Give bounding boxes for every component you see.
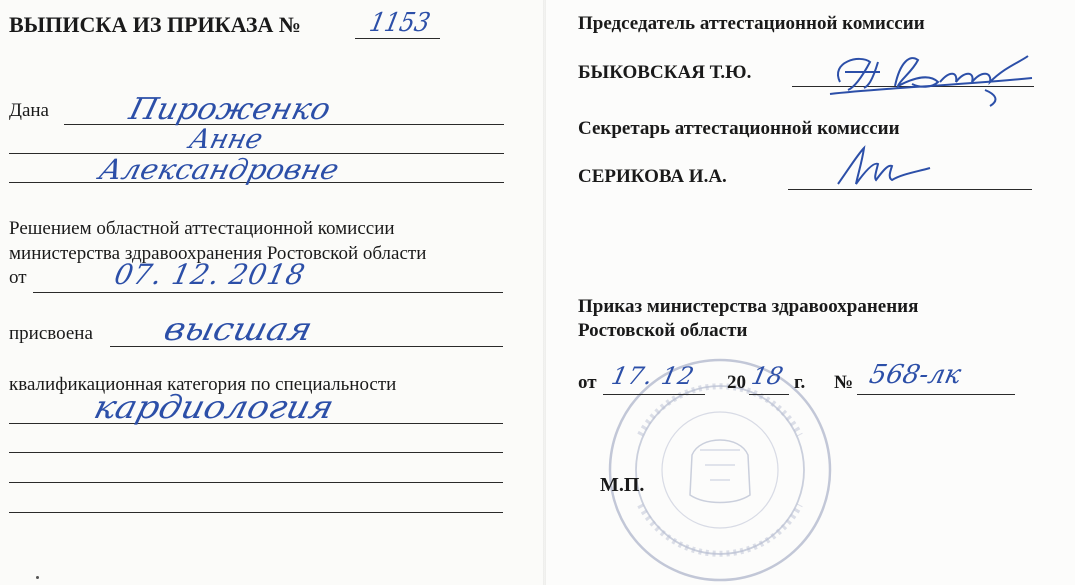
assigned-label: присвоена	[9, 323, 93, 344]
year-label: г.	[794, 372, 806, 393]
year-line	[749, 394, 789, 395]
order-number-handwritten: 1153	[366, 8, 433, 38]
given-label: Дана	[9, 100, 49, 121]
year-prefix: 20	[727, 372, 746, 393]
order-number-right-handwritten: 568-лк	[866, 360, 964, 390]
order-title-line2: Ростовской области	[578, 320, 748, 341]
decision-text-line2: министерства здравоохранения Ростовской области	[9, 243, 427, 264]
page-fold	[543, 0, 546, 585]
surname-handwritten: Пироженко	[125, 92, 335, 127]
secretary-name: СЕРИКОВА И.А.	[578, 166, 727, 187]
specialty-line-3	[9, 482, 503, 483]
secretary-label: Секретарь аттестационной комиссии	[578, 118, 900, 139]
specialty-handwritten: кардиология	[90, 388, 338, 426]
chairman-label: Председатель аттестационной комиссии	[578, 13, 925, 34]
paper-speck	[36, 576, 39, 579]
extract-title: ВЫПИСКА ИЗ ПРИКАЗА №	[9, 12, 302, 37]
order-number-line	[355, 38, 440, 39]
patronymic-handwritten: Александровне	[95, 153, 343, 186]
year-suffix-handwritten: 18	[749, 362, 786, 390]
chairman-signature	[800, 42, 1040, 112]
category-handwritten: высшая	[160, 310, 317, 348]
order-number-right-line	[857, 394, 1015, 395]
secretary-signature	[830, 140, 940, 190]
decision-text-line1: Решением областной аттестационной комиссии	[9, 218, 395, 239]
decision-date-handwritten: 07. 12. 2018	[111, 258, 309, 291]
first-name-handwritten: Анне	[186, 124, 266, 155]
order-number-label: №	[834, 372, 854, 393]
category-specialty-label: квалификационная категория по специальности	[9, 374, 397, 395]
decision-from-label: от	[9, 267, 27, 288]
order-date-handwritten: 17. 12	[609, 362, 698, 390]
order-from-label: от	[578, 372, 597, 393]
decision-date-line	[33, 292, 503, 293]
specialty-line-4	[9, 512, 503, 513]
specialty-line-2	[9, 452, 503, 453]
order-date-line	[603, 394, 705, 395]
order-title-line1: Приказ министерства здравоохранения	[578, 296, 919, 317]
chairman-name: БЫКОВСКАЯ Т.Ю.	[578, 62, 752, 83]
seal-place-label: М.П.	[600, 474, 645, 496]
